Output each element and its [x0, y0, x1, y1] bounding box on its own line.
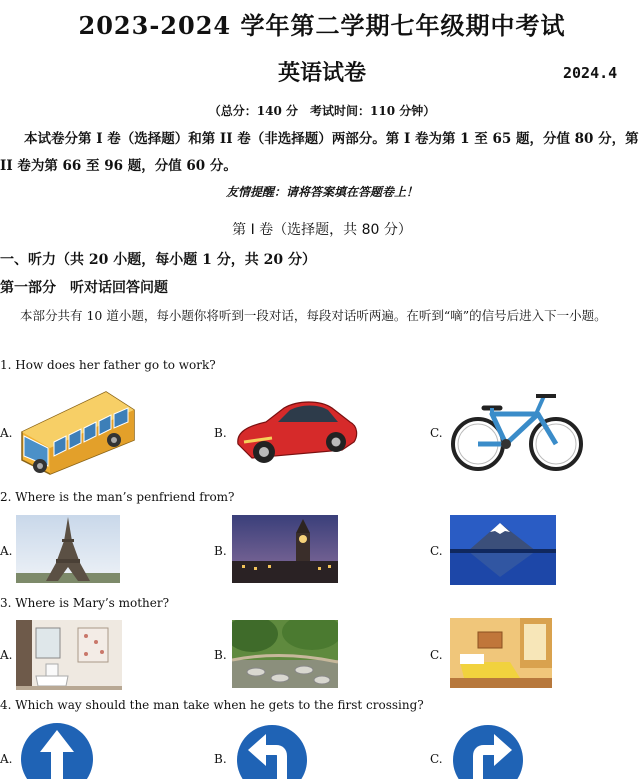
question-2: 2. Where is the man’s penfriend from?: [0, 490, 235, 504]
option-b-label: B.: [214, 648, 227, 662]
option-b-label: B.: [214, 426, 227, 440]
section-title: 一、听力（共 20 小题，每小题 1 分，共 20 分）: [0, 252, 316, 268]
option-c-label: C.: [430, 752, 443, 766]
option-b-label: B.: [214, 544, 227, 558]
option-c-label: C.: [430, 426, 443, 440]
red-car-image: [232, 392, 360, 468]
score-info: （总分：140 分 考试时间：110 分钟）: [208, 104, 436, 118]
intro-paragraph: 本试卷分第 I 卷（选择题）和第 II 卷（非选择题）两部分。第 I 卷为第 1 至 65 题，分值 80 分，第 II 卷为第 66 至 96 题，分值 60 分。: [0, 131, 639, 174]
bedroom-image: [450, 618, 552, 688]
big-ben-image: [232, 515, 338, 583]
question-4: 4. Which way should the man take when he gets to the first crossing?: [0, 698, 424, 712]
bicycle-image: [448, 390, 584, 474]
straight-arrow-sign-icon: [20, 722, 94, 779]
option-a-label: A.: [0, 544, 13, 558]
option-c-label: C.: [430, 544, 443, 558]
friendly-tip: 友情提醒：请将答案填在答题卷上！: [225, 185, 418, 199]
exam-subject: 英语试卷: [277, 60, 366, 86]
turn-right-sign-icon: [452, 724, 524, 779]
part-title: 第 I 卷（选择题，共 80 分）: [232, 222, 412, 238]
instructions: 本部分共有 10 道小题，每小题你将听到一段对话，每段对话听两遍。在听到“嘀”的信号后进入下一小题。: [20, 308, 607, 323]
question-1: 1. How does her father go to work?: [0, 358, 216, 372]
exam-title: 2023-2024 学年第二学期七年级期中考试: [78, 11, 566, 40]
option-b-label: B.: [214, 752, 227, 766]
eiffel-tower-image: [16, 515, 120, 583]
bus-image: [14, 382, 138, 478]
turn-left-sign-icon: [236, 724, 308, 779]
exam-date: 2024.4: [563, 64, 618, 82]
option-a-label: A.: [0, 648, 13, 662]
option-a-label: A.: [0, 426, 13, 440]
option-a-label: A.: [0, 752, 13, 766]
mount-fuji-image: [450, 515, 556, 585]
bathroom-image: [16, 620, 122, 690]
garden-image: [232, 620, 338, 688]
option-c-label: C.: [430, 648, 443, 662]
question-3: 3. Where is Mary’s mother?: [0, 596, 170, 610]
subsection-title: 第一部分 听对话回答问题: [0, 280, 168, 296]
